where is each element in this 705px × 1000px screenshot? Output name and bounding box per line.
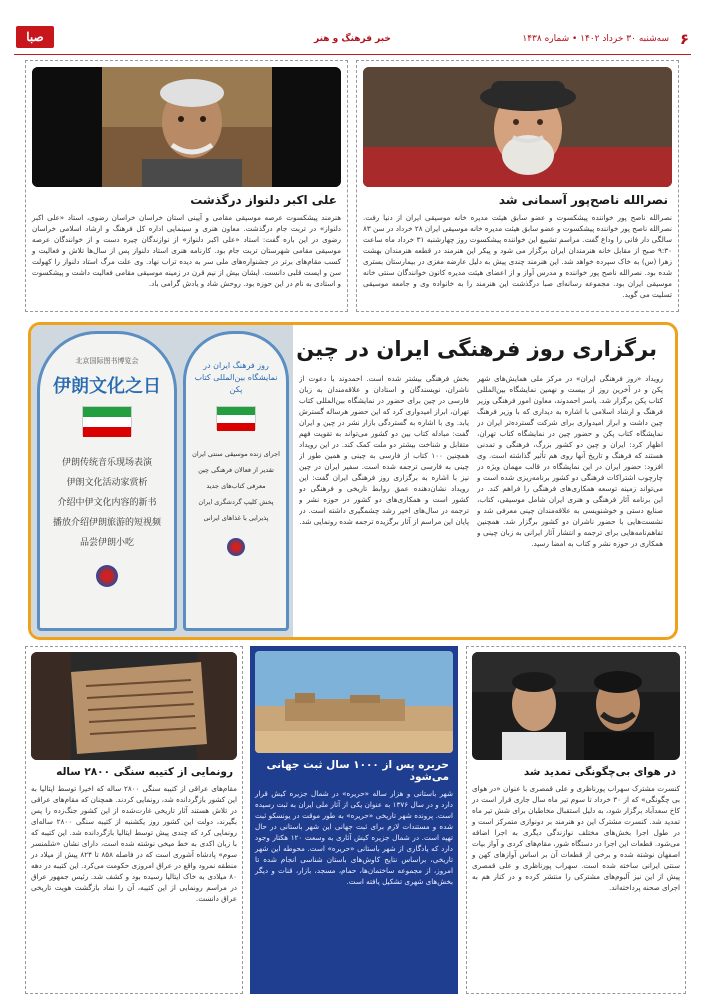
- article-body: مقام‌های عراقی از کتیبه سنگی ۲۸۰۰ ساله که اخیرا توسط ایتالیا به این کشور بازگردانده شد، رونمایی کردند. همچنان که مقام‌های عراقی در تلاش هستند آثار تاریخی غارت‌شده از این کشور جنگ‌زده را پس بگیرند، دولت این کشور روز یکشنبه از کتیبه سنگی ۲۸۰۰ ساله‌ای رونمایی کرد که چندی پیش توسط ایتالیا بازگردانده شد. این کتیبه که با زبان اکدی به خط میخی نوشته شده است، دارای نشان «شلمنسر سوم» پادشاه آشوری است که در فاصله ۸۵۸ تا ۸۲۴ پیش از میلاد در منطقه نمرود واقع در عراق امروزی حکومت می‌کرد. این کتیبه در دهه ۸۰ میلادی به خاک ایتالیا رسیده بود و کشف شد. رئیس جمهور عراق در مراسم رونمایی از این کتیبه، آن را نماد بازگشت هویت تاریخی عراق دانست.: [31, 784, 237, 903]
- photo-inscription: [31, 652, 237, 760]
- banner-line: 伊朗传统音乐现场表演: [61, 458, 152, 468]
- banner-lines: [186, 440, 286, 532]
- article-harireh: [250, 646, 458, 994]
- article-concert: [466, 646, 686, 994]
- article-inscription: [25, 646, 243, 994]
- article-body: بخش فرهنگی بیشتر شده است. احمدوند با دعوت از ناشران، نویسندگان و استادان و علاقه‌مندان به زبان فارسی در چین برای حضور در نمایشگاه بین‌المللی کتاب تهران، ابراز امیدواری کرد که این حضور هرساله گسترش یابد. وی با اشاره به گستردگی بازار نشر در چین و ایران گفت: مبادله کتاب بین دو کشور می‌تواند به تقویت فهم متقابل و شناخت بیشتر دو ملت کمک کند. در این رویداد همچنین ۱۰۰ کتاب از فارسی به چینی و همین طور از چینی به فارسی ترجمه شده است. سفیر ایران در چین نیز با اشاره به برگزاری روز فرهنگی ایران گفت: این رویداد نشان‌دهنده عمق روابط تاریخی و فرهنگی دو کشور است و همکاری‌های دو کشور در حوزه نشر و ترجمه در سال‌های اخیر رشد چشمگیری داشته است. در پایان این مراسم از آثار برگزیده ترجمه شده رونمایی شد.: [299, 374, 469, 526]
- article-nasehpour: [356, 60, 679, 312]
- banner-line: 介绍中伊文化内容的新书: [57, 498, 157, 508]
- two-musicians-icon: [472, 652, 680, 760]
- article-body: هنرمند پیشکسوت عرصه موسیقی مقامی و آیینی استان خراسان خراسان رضوی، استاد «علی اکبر دلنواز» در تربت جام درگذشت. معاون هنری و سینمایی اداره کل فرهنگ و ارشاد اسلامی خراسان رضوی در این باره گفت: استاد «علی اکبر دلنواز» از نوازندگان چیره دست و از خوانندگان عرصه موسیقی مقامی شهرستان تربت جام بود. کارنامه هنری استاد دلنواز پس از سال‌ها تلاش و فعالیت و کسب مقام‌های برتر در جشنواره‌های ملی سر به دیده تراب نهاد. وی علت مرگ استاد دلنواز را کهولت سن و ایست قلبی دانست. ایشان بیش از نیم قرن در زمینه موسیقی مقامی فعالیت داشت و پیشکسوت و استادی به نام در این حوزه بود. روحش شاد و یادش گرامی باد.: [32, 213, 341, 288]
- page-header: [14, 22, 691, 58]
- banner-lines: [40, 444, 174, 559]
- banner-title: روز فرهنگ ایران در نمایشگاه بین‌المللی کتاب پکن: [194, 361, 278, 394]
- feature-col-left: [299, 373, 469, 635]
- headline: در هوای بی‌چگونگی تمدید شد: [523, 766, 676, 778]
- persian-banner: [183, 331, 289, 631]
- headline: حریره پس از ۱۰۰۰ سال ثبت جهانی می‌شود: [266, 759, 449, 783]
- photo-delnavaz: [32, 67, 341, 187]
- photo-ruins: [255, 651, 453, 753]
- banner-line: 品尝伊朗小吃: [79, 538, 134, 548]
- emblem-icon: [96, 565, 118, 587]
- banner-line: پخش کلیپ گردشگری ایران: [198, 498, 274, 506]
- portrait-man-hat-icon: [363, 67, 672, 187]
- section-title: خبر فرهنگ و هنر: [314, 34, 391, 44]
- headline: نصرالله ناصح‌پور آسمانی شد: [498, 193, 668, 207]
- newspaper-logo: صبا: [16, 26, 54, 48]
- banner-line: اجرای زنده موسیقی سنتی ایران: [192, 450, 280, 458]
- photo-nasehpour: [363, 67, 672, 187]
- feature-col-right: [477, 373, 663, 635]
- banner-subtitle: 北京国际图书博览会: [75, 357, 139, 365]
- feature-iran-china: [28, 322, 678, 640]
- article-delnavaz: [25, 60, 348, 312]
- article-body: نصرالله ناصح پور خواننده پیشکسوت و عضو سابق هیئت مدیره خانه موسیقی ایران از دنیا رفت. نصرالله ناصح پور خواننده پیشکسوت و عضو سابق هیئت مدیره خانه موسیقی ایران ۲۸ خرداد در سن ۸۳ سالگی دار فانی را وداع گفت. مراسم تشییع این خواننده پیشکسوت روز چهارشنبه ۳۱ خرداد ماه ساعت ۹:۳۰ صبح از مقابل خانه هنرمندان ایران برگزار می شود و پیکر این هنرمند در قطعه هنرمندان بهشت زهرا (س) به خاک سپرده خواهد شد. این هنرمند چندی پیش به دلیل عارضه مغزی در بیمارستان بستری شده بود. نصرالله ناصح پور خواننده و مدرس آواز و از اعضای هیئت مدیره کانون خوانندگان سنتی خانه موسیقی ایران بود. مجموعه رسانه‌ای صبا درگذشت این هنرمند را به خانواده وی و جامعه موسیقی تسلیت می گوید.: [363, 213, 673, 299]
- portrait-old-man-icon: [32, 67, 341, 187]
- header-divider: [14, 54, 691, 55]
- banner-title: 伊朗文化之日: [53, 376, 161, 397]
- page-number: ۶: [679, 30, 689, 48]
- iran-flag-icon: [216, 406, 256, 430]
- article-body: شهر باستانی و هزار ساله «حریره» در شمال جزیره کیش قرار دارد و در سال ۱۳۷۶ به عنوان یکی از آثار ملی ایران به ثبت رسیده است. پرونده شهر تاریخی «حریره» به طور موقت در یونسکو ثبت شده و مستندات لازم برای ثبت جهانی این شهر باستانی در حال تهیه است. در شمال جزیره کیش آثاری به وسعت ۱۲۰ هکتار وجود دارد که یادگاری از شهر باستانی «حریره» است. محوطه این شهر تاریخی، براساس نتایج کاوش‌های باستان شناسی انجام شده تا امروز، از مجموعه ساختمان‌ها، حمام، مسجد، بازار، قنات و دیگر بخش‌های شهری تشکیل یافته است.: [255, 789, 453, 886]
- article-body: رویداد «روز فرهنگی ایران» در مرکز ملی همایش‌های شهر پکن و در آخرین روز از بیست و نهمین نمایشگاه بین‌المللی کتاب پکن برگزار شد. یاسر احمدوند، معاون امور فرهنگی وزیر فرهنگ و ارشاد اسلامی با اشاره به دیداری که با وزیر فرهنگ چین داشت و ابراز امیدواری برای شرکت گسترده‌تر ایران در نمایشگاه کتاب پکن و حضور چین در نمایشگاه کتاب تهران، اظهار کرد: ایران و چین دو کشور بزرگ، فرهنگی و تمدنی هستند که فرهنگ و تاریخ آنها روی هم تأثیر گذاشته است. وی افزود: حضور ایران در این نمایشگاه در قالب مهمان ویژه در چارچوب اشتراکات فرهنگی دو کشور برنامه‌ریزی شده است و می‌تواند زمینه توسعه همکاری‌های فرهنگی را فراهم کند. در این برنامه آثار فرهنگی و هنری ایران شامل موسیقی، کتاب، صنایع دستی و خوشنویسی به علاقه‌مندان چینی معرفی شد و نشست‌هایی با حضور ناشران دو کشور برگزار شد. همچنین تفاهم‌نامه‌هایی برای ترجمه و انتشار آثار ایرانی به زبان چینی و همکاری در حوزه نشر و کتاب به امضا رسید.: [477, 374, 663, 548]
- emblem-icon: [227, 538, 245, 556]
- headline: رونمایی از کتیبه سنگی ۲۸۰۰ ساله: [56, 766, 233, 778]
- feature-headline: برگزاری روز فرهنگی ایران در چین: [296, 337, 657, 361]
- photo-musicians: [472, 652, 680, 760]
- banner-line: 伊朗文化活动家赏析: [66, 478, 148, 488]
- banner-line: معرفی کتاب‌های جدید: [206, 482, 266, 490]
- article-body: کنسرت مشترک سهراب پورناظری و علی قمصری با عنوان «در هوای بی چگونگی» که از ۳۰ خرداد تا سوم تیر ماه سال جاری قرار است در کاخ سعدآباد برگزار شود، به دلیل استقبال مخاطبان برای شش تیر ماه تمدید شد. کنسرت مشترک این دو هنرمند بر دونوازی متمرکز است و در طول اجرا بخش‌های مختلف نوازندگی دیگری به اجرا اضافه می‌شود. قطعات این اجرا در دستگاه شور، مقام‌های کردی و آواز بیات اصفهان نوشته شده و برخی از قطعات آن بر اساس آوازهای کهن و سنتی ایرانی ساخته شده است. سهراب پورناظری و علی قمصری پیش از این نیز آلبوم‌های مشترکی را منتشر کرده و در کنار هم به اجرای صحنه پرداخته‌اند.: [472, 784, 680, 892]
- banner-line: پذیرایی با غذاهای ایرانی: [203, 514, 269, 522]
- iran-flag-icon: [82, 406, 132, 436]
- issue-date: سه‌شنبه ۳۰ خرداد ۱۴۰۲ • شماره ۱۴۳۸: [522, 34, 669, 44]
- banner-line: تقدیر از فعالان فرهنگی چین: [198, 466, 274, 474]
- ancient-ruins-icon: [255, 651, 453, 753]
- chinese-banner: [37, 331, 177, 631]
- headline: علی اکبر دلنواز درگذشت: [190, 193, 337, 207]
- photo-banners: [31, 325, 293, 637]
- stone-tablet-icon: [31, 652, 237, 760]
- banner-line: 播放介绍伊朗旅游的短视频: [52, 518, 161, 528]
